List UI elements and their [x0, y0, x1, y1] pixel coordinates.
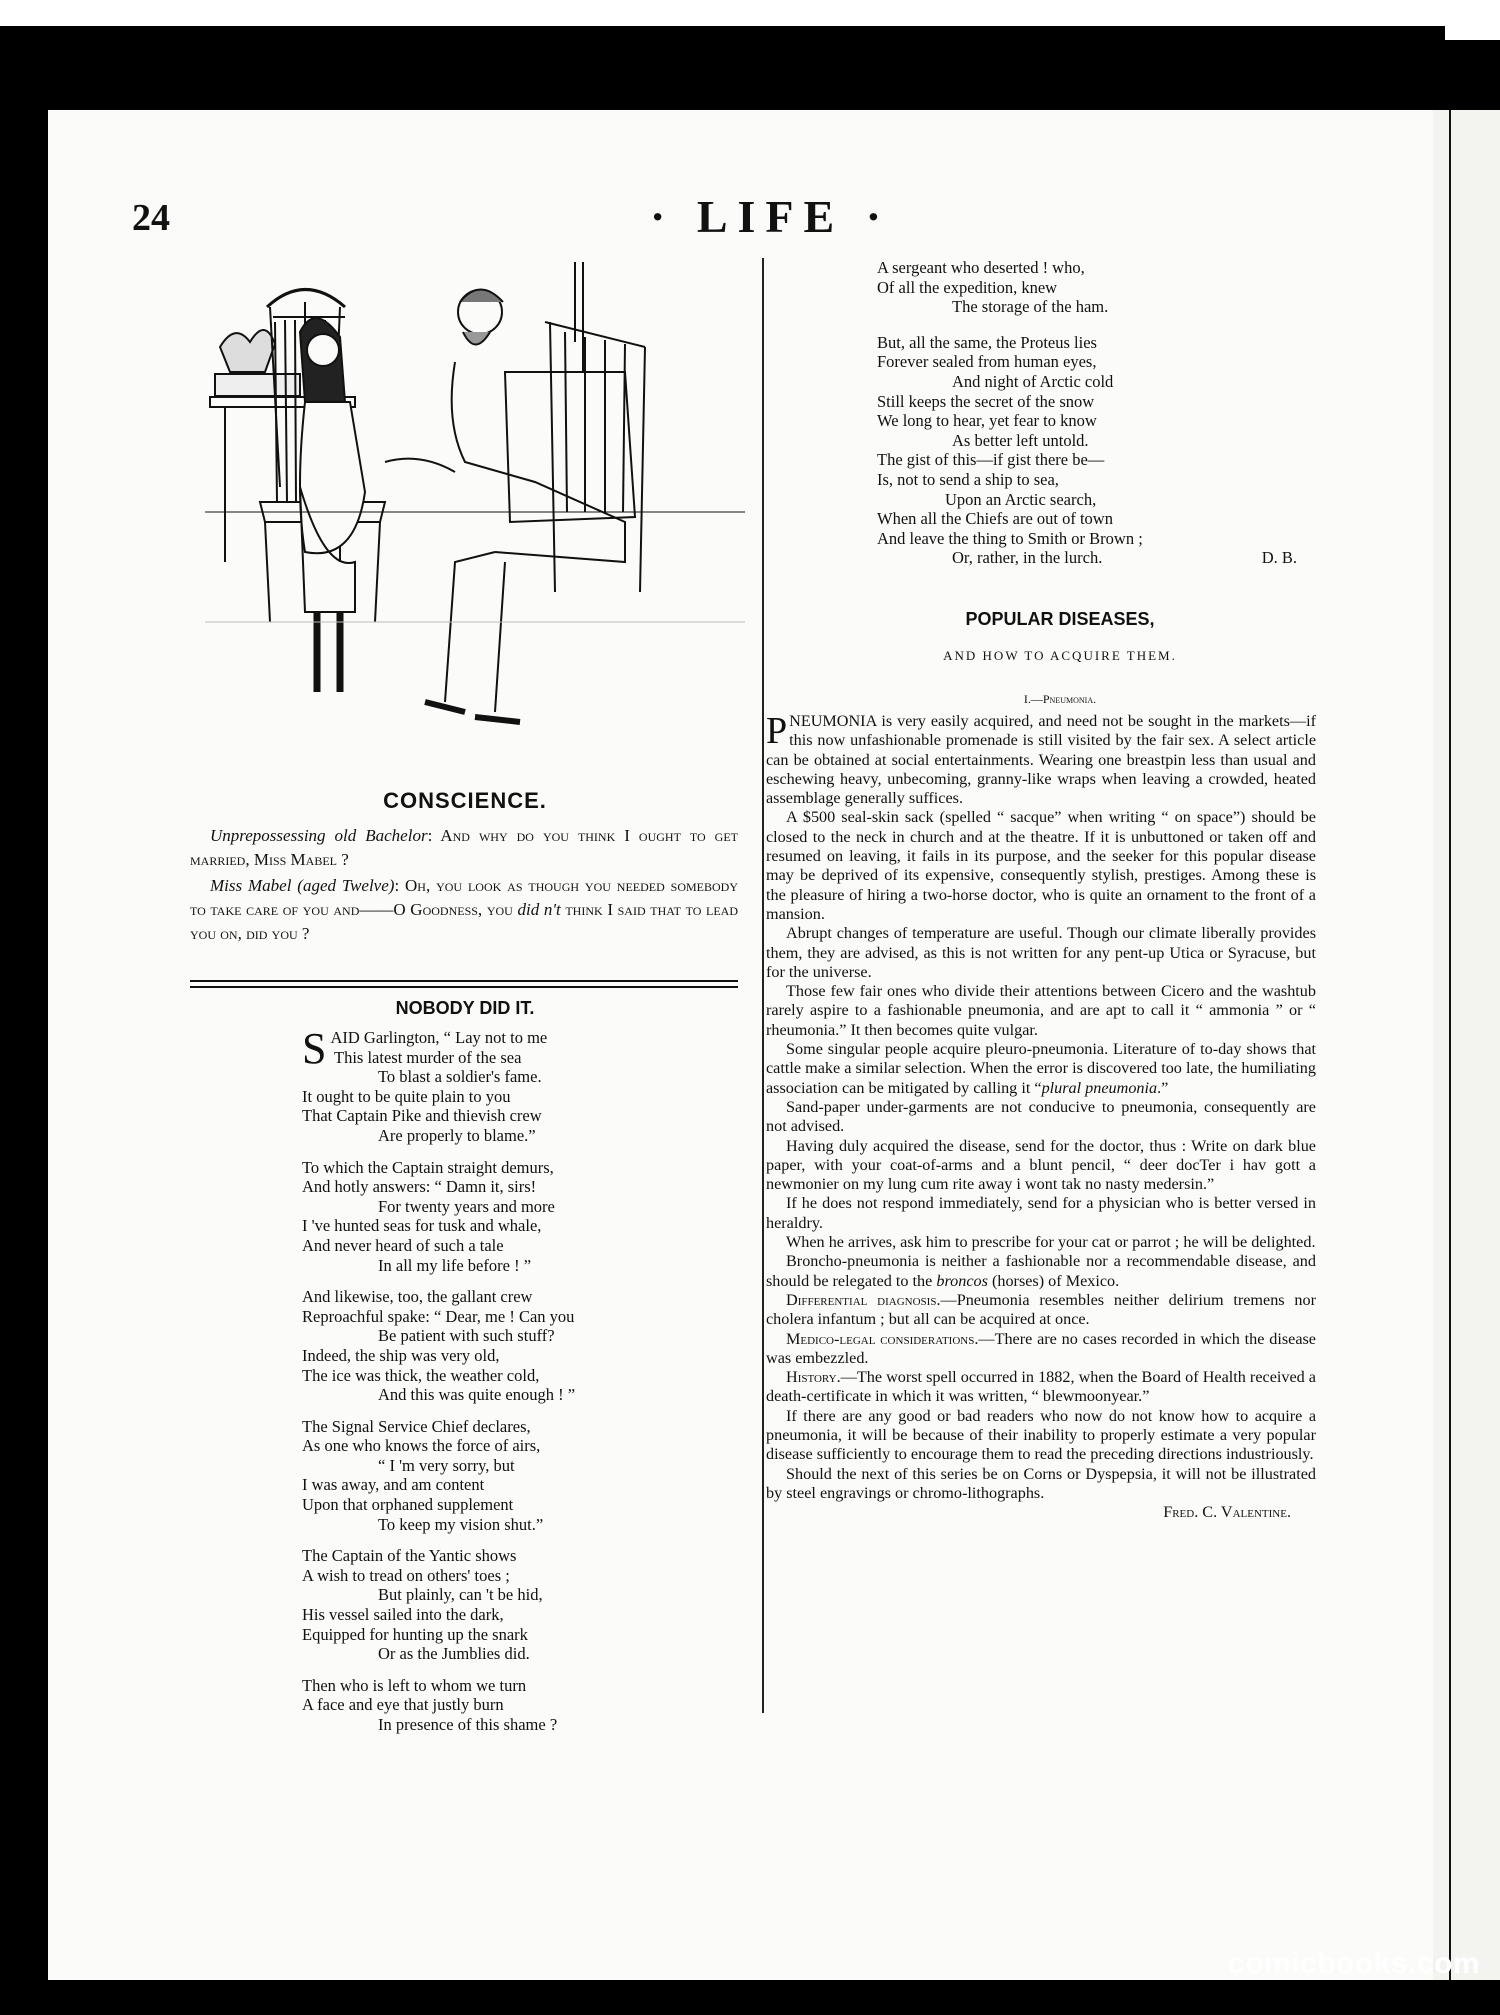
poem-stanza	[302, 1676, 722, 1735]
paragraph: Abrupt changes of temperature are useful. Though our climate liberally provides them, they are advised, as this is not written for any pent-up Utica or Syracuse, but for the universe.	[766, 924, 1316, 981]
poem-line: Equipped for hunting up the snark	[302, 1624, 528, 1644]
poem-signature: D. B.	[1261, 548, 1297, 568]
run-in-heading: History.	[786, 1368, 841, 1387]
poem-line: But, all the same, the Proteus lies	[877, 332, 1097, 352]
poem-line: Or, rather, in the lurch.	[952, 548, 1103, 568]
poem-line: And this was quite enough ! ”	[378, 1385, 576, 1405]
run-in-heading: Medico-legal considerations.	[786, 1329, 979, 1348]
page-gutter-line	[1449, 110, 1451, 1980]
mabel-emphasis: did n't	[517, 900, 561, 919]
popular-diseases-title: POPULAR DISEASES,	[965, 609, 1155, 629]
poem-line: And hotly answers: “ Damn it, sirs!	[302, 1177, 537, 1197]
poem-line: As one who knows the force of airs,	[302, 1436, 541, 1456]
poem-line: To keep my vision shut.”	[378, 1514, 544, 1534]
poem-line: A wish to tread on others' toes ;	[302, 1565, 510, 1585]
poem-stanza	[302, 1417, 722, 1535]
paragraph: A $500 seal-skin sack (spelled “ sacque” when writing “ on space”) should be closed to the neck in church and at the theatre. If it is unbuttoned or taken off and resumed on leaving, it fails in its purpose, and the seeker for this popular disease may be deprived of its expensive, consequently stylish, prestiges. Among these is the pleasure of hiring a two-horse doctor, who is quite an ornament to the front of a mansion.	[766, 808, 1316, 923]
conscience-title: CONSCIENCE.	[383, 788, 547, 813]
poem-line: In all my life before ! ”	[378, 1255, 532, 1275]
mabel-line-a: : Oh, you look as though you needed somebody to take care of you and——O Goodness, you	[190, 876, 738, 919]
paragraph: Some singular people acquire pleuro-pneumonia. Literature of to-day shows that cattle make a similar selection. When the error is discovered too late, the humiliating association can be mitigated by calling it “	[766, 1040, 1316, 1097]
poem-line: That Captain Pike and thievish crew	[302, 1106, 542, 1126]
proteus-poem-continued	[877, 258, 1297, 584]
mabel-line-b: think I said that to lead you on, did you ?	[190, 900, 738, 943]
paragraph: Sand-paper under-garments are not conducive to pneumonia, consequently are not advised.	[766, 1097, 1316, 1136]
paragraph: —Pneumonia resembles neither delirium tremens nor cholera infantum ; but all can be acquired at once.	[766, 1290, 1317, 1329]
section-heading: I.—Pneumonia.	[1023, 692, 1097, 706]
poem-line: For twenty years and more	[378, 1196, 555, 1216]
speaker-mabel: Miss Mabel	[210, 876, 292, 895]
poem-line: I was away, and am content	[302, 1475, 485, 1495]
poem-line: The Captain of the Yantic shows	[302, 1546, 517, 1566]
poem-line: A sergeant who deserted ! who,	[877, 258, 1085, 277]
poem-line: Be patient with such stuff?	[378, 1326, 555, 1346]
poem-line: Of all the expedition, knew	[877, 277, 1058, 297]
conscience-illustration	[205, 262, 745, 742]
poem-line: Are properly to blame.”	[378, 1125, 536, 1145]
poem-stanza	[877, 333, 1297, 568]
poem-line: The ice was thick, the weather cold,	[302, 1365, 540, 1385]
poem-line: AID Garlington, “ Lay not to me	[330, 1028, 548, 1047]
poem-line: And likewise, too, the gallant crew	[302, 1287, 533, 1307]
poem-line: Then who is left to whom we turn	[302, 1675, 527, 1695]
poem-line: In presence of this shame ?	[378, 1715, 558, 1734]
paragraph: Should the next of this series be on Corns or Dyspepsia, it will not be illustrated by steel engravings or chromo-lithographs.	[766, 1464, 1316, 1502]
poem-line: To blast a soldier's fame.	[378, 1067, 542, 1087]
paragraph: Broncho-pneumonia is neither a fashionable nor a recommendable disease, and should be relegated to the	[766, 1252, 1316, 1290]
poem-line: Reproachful spake: “ Dear, me ! Can you	[302, 1306, 575, 1326]
poem-line: But plainly, can 't be hid,	[378, 1585, 543, 1605]
section-rule	[190, 980, 738, 992]
poem-line: Still keeps the secret of the snow	[877, 391, 1095, 411]
poem-line: To which the Captain straight demurs,	[302, 1157, 554, 1177]
poem-line: As better left untold.	[952, 430, 1089, 450]
run-in-heading: Differential diagnosis.	[786, 1290, 941, 1309]
poem-line: Upon that orphaned supplement	[302, 1495, 514, 1515]
poem-line: It ought to be quite plain to you	[302, 1086, 511, 1106]
page-number: 24	[132, 197, 170, 239]
poem-line: And night of Arctic cold	[952, 371, 1114, 391]
bachelor-line: : And why do you think I ought to get married, Miss Mabel ?	[190, 826, 739, 869]
poem-stanza	[877, 258, 1297, 317]
nobody-title: NOBODY DID IT.	[395, 998, 535, 1018]
poem-line: His vessel sailed into the dark,	[302, 1605, 504, 1625]
watermark: comicbooks.com	[1228, 1947, 1481, 1980]
author-signature: Fred. C. Valentine.	[1163, 1503, 1291, 1522]
emphasis: broncos	[936, 1271, 988, 1290]
poem-line: When all the Chiefs are out of town	[877, 509, 1113, 529]
poem-stanza	[302, 1287, 722, 1405]
pneumonia-essay	[766, 712, 1316, 1522]
poem-line: The gist of this—if gist there be—	[877, 450, 1105, 470]
paragraph-end: (horses) of Mexico.	[987, 1271, 1120, 1290]
paragraph: If there are any good or bad readers who now do not know how to acquire a pneumonia, it will be because of their inability to properly estimate a very popular disease sufficiently to encourage them to read the preceding directions industriously.	[766, 1406, 1316, 1464]
poem-line: A face and eye that justly burn	[302, 1695, 504, 1715]
poem-line: The storage of the ham.	[952, 297, 1109, 317]
speaker-bachelor: Unprepossessing old Bachelor	[210, 826, 428, 845]
poem-stanza	[302, 1546, 722, 1664]
poem-line: And leave the thing to Smith or Brown ;	[877, 528, 1143, 548]
paragraph: If he does not respond immediately, send for a physician who is better versed in heraldry.	[766, 1194, 1316, 1232]
nobody-poem	[302, 1024, 722, 1747]
paragraph: Having duly acquired the disease, send for the doctor, thus : Write on dark blue paper, with your coat-of-arms and a blunt pencil, “ deer docTer i hav gott a newmonier on my lung cum rite away i wont tak no nasty medersin.”	[766, 1136, 1316, 1194]
poem-line: We long to hear, yet fear to know	[877, 411, 1097, 431]
poem-line: This latest murder of the sea	[334, 1047, 522, 1067]
poem-line: Indeed, the ship was very old,	[302, 1345, 500, 1365]
paragraph: —The worst spell occurred in 1882, when the Board of Health received a death-certificate in which it was written, “ blewmoonyear.”	[766, 1368, 1316, 1406]
poem-line: And never heard of such a tale	[302, 1235, 504, 1255]
poem-stanza	[302, 1158, 722, 1276]
paragraph-end: .”	[1157, 1078, 1169, 1097]
poem-line: Is, not to send a ship to sea,	[877, 469, 1059, 489]
drop-cap: P	[766, 710, 788, 752]
adjacent-page-edge	[1433, 110, 1500, 1980]
poem-line: I 've hunted seas for tusk and whale,	[302, 1216, 542, 1236]
top-scan-strip	[0, 0, 1500, 40]
popular-diseases-subtitle: AND HOW TO ACQUIRE THEM.	[943, 648, 1177, 663]
poem-line: The Signal Service Chief declares,	[302, 1416, 531, 1436]
column-divider	[762, 258, 764, 1713]
emphasis: plural pneumonia	[1041, 1078, 1158, 1097]
mabel-age: (aged Twelve)	[297, 876, 395, 895]
masthead: · LIFE ·	[650, 191, 892, 242]
paragraph: —There are no cases recorded in which the disease was embezzled.	[766, 1329, 1316, 1367]
paragraph: Those few fair ones who divide their attentions between Cicero and the washtub rarely aspire to a fashionable pneumonia, and are apt to call it “ ammonia ” or “ rheumonia.” It then becomes quite vulgar.	[766, 982, 1316, 1039]
poem-line: Forever sealed from human eyes,	[877, 352, 1097, 372]
conscience-dialog	[190, 824, 738, 948]
poem-line: Or as the Jumblies did.	[378, 1644, 530, 1664]
paragraph: When he arrives, ask him to prescribe for your cat or parrot ; he will be delighted.	[786, 1233, 1316, 1252]
paragraph: NEUMONIA is very easily acquired, and need not be sought in the markets—if this now unfashionable promenade is still visited by the fair sex. A select article can be obtained at social entertainments. Wearing one breastpin less than usual and eschewing heavy, unbecoming, granny-like wraps when leaving a crowded, heated assemblage generally suffices.	[766, 712, 1316, 808]
drop-cap: S	[302, 1024, 327, 1073]
poem-line: Upon an Arctic search,	[945, 489, 1097, 509]
poem-stanza	[302, 1024, 722, 1146]
poem-line: “ I 'm very sorry, but	[378, 1455, 515, 1475]
